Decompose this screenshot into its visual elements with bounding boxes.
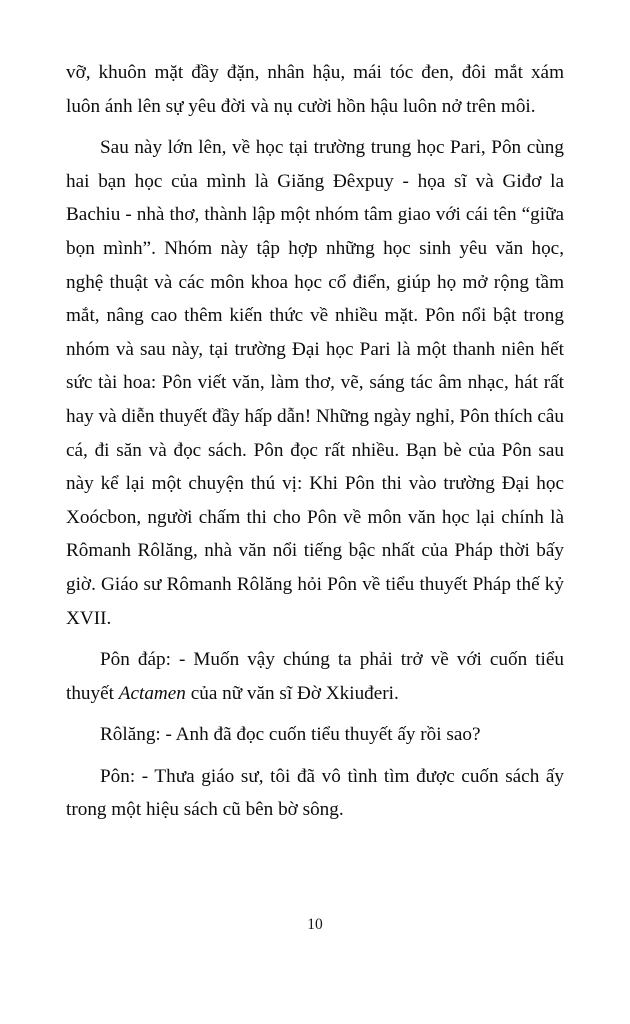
paragraph-3-text-before: Pôn đáp: - Muốn vậy chúng ta phải trở về với cuốn tiểu thuyết bbox=[66, 649, 564, 704]
paragraph-3 bbox=[66, 643, 564, 710]
paragraph-3-text-after: của nữ văn sĩ Đờ Xkiuđeri. bbox=[185, 682, 399, 704]
paragraph-2: Sau này lớn lên, về học tại trường trung học Pari, Pôn cùng hai bạn học của mình là Giăng Đêxpuy - họa sĩ và Giđơ la Bachiu - nhà thơ, thành lập một nhóm tâm giao với cái tên “giữa bọn mình”. Nhóm này tập hợp những học sinh yêu văn học, nghệ thuật và các môn khoa học cổ điển, giúp họ mở rộng tầm mắt, nâng cao thêm kiến thức về nhiều mặt. Pôn nổi bật trong nhóm và sau này, tại trường Đại học Pari là một thanh niên hết sức tài hoa: Pôn viết văn, làm thơ, vẽ, sáng tác âm nhạc, hát rất hay và diễn thuyết đầy hấp dẫn! Những ngày nghỉ, Pôn thích câu cá, đi săn và đọc sách. Pôn đọc rất nhiều. Bạn bè của Pôn sau này kể lại một chuyện thú vị: Khi Pôn thi vào trường Đại học Xoócbon, người chấm thi cho Pôn về môn văn học lại chính là Rômanh Rôlăng, nhà văn nổi tiếng bậc nhất của Pháp thời bấy giờ. Giáo sư Rômanh Rôlăng hỏi Pôn về tiểu thuyết Pháp thế kỷ XVII. bbox=[66, 137, 564, 629]
page-number: 10 bbox=[307, 916, 323, 933]
paragraph-1: vỡ, khuôn mặt đầy đặn, nhân hậu, mái tóc đen, đôi mắt xám luôn ánh lên sự yêu đời và nụ cười hồn hậu luôn nở trên môi. bbox=[66, 62, 564, 117]
page-body bbox=[66, 56, 564, 827]
book-title-actamen: Actamen bbox=[118, 682, 186, 704]
paragraph-5: Pôn: - Thưa giáo sư, tôi đã vô tình tìm được cuốn sách ấy trong một hiệu sách cũ bên bờ sông. bbox=[66, 765, 564, 821]
paragraph-4: Rôlăng: - Anh đã đọc cuốn tiểu thuyết ấy rồi sao? bbox=[100, 724, 481, 746]
